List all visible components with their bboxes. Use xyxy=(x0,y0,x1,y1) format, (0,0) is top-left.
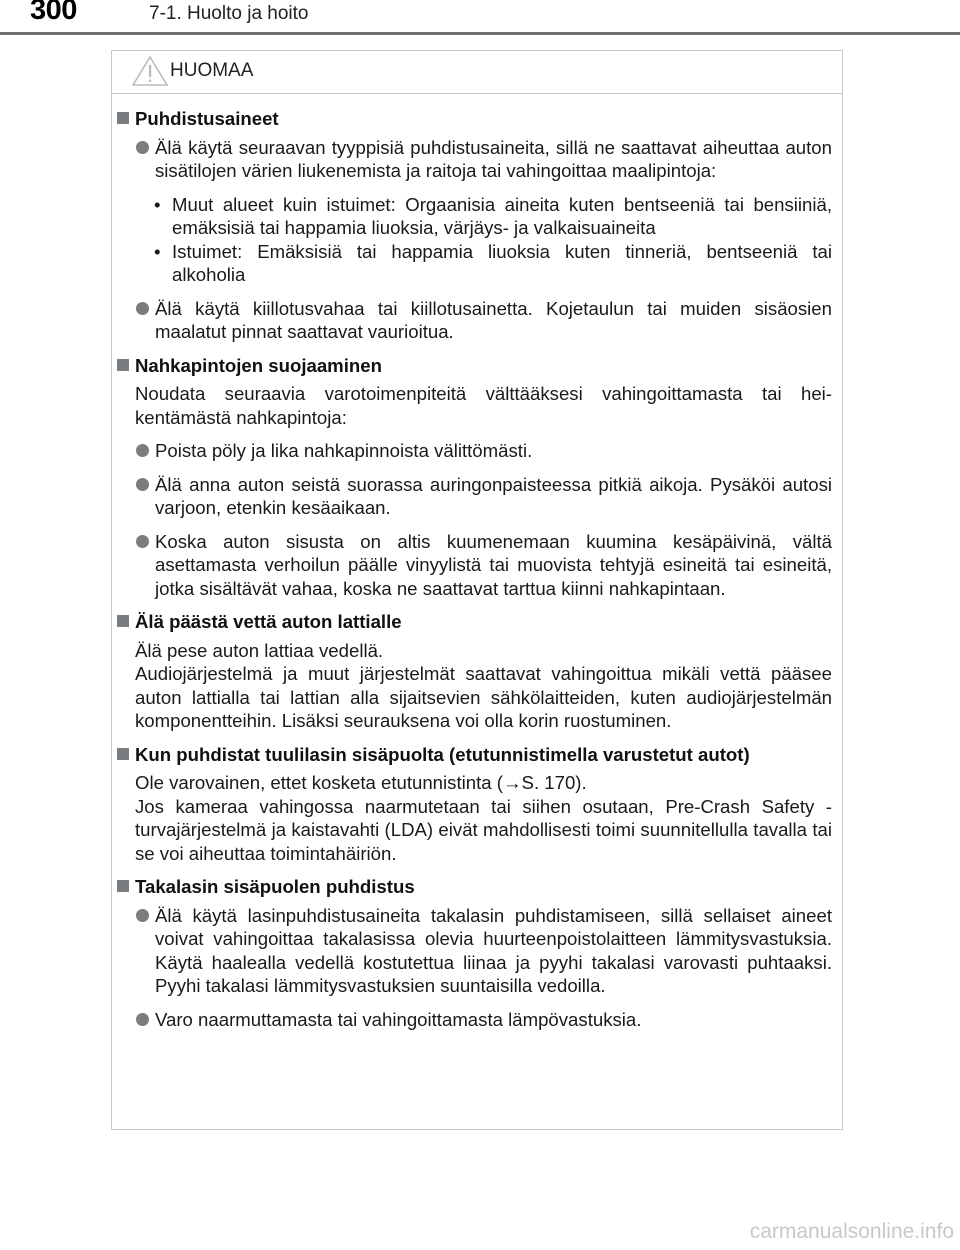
paragraph: Noudata seuraavia varotoimenpiteitä välttääksesi vahingoittamasta tai hei-kentämästä nahkapintoja: xyxy=(135,383,832,428)
watermark: carmanualsonline.info xyxy=(749,1220,954,1243)
notice-title: HUOMAA xyxy=(170,60,254,81)
section-heading: Kun puhdistat tuulilasin sisäpuolta (etutunnistimella varustetut autot) xyxy=(112,743,832,767)
square-bullet-icon xyxy=(117,112,129,124)
square-bullet-icon xyxy=(117,748,129,760)
paragraph: Ole varovainen, ettet kosketa etutunnistinta (→S. 170). xyxy=(135,772,587,793)
circle-bullet-icon xyxy=(136,444,149,457)
page-number: 300 xyxy=(30,0,77,26)
sub-list-item: • Muut alueet kuin istuimet: Orgaanisia aineita kuten bentseeniä tai bensiiniä, emäksisiä tai happamia liuoksia, värjäys- ja valkaisuaineita xyxy=(154,193,832,238)
square-bullet-icon xyxy=(117,359,129,371)
warning-icon xyxy=(130,54,170,88)
notice-box xyxy=(111,50,843,1130)
list-item: Älä käytä kiillotusvahaa tai kiillotusainetta. Kojetaulun tai muiden sisäosien maalatut pinnat saattavat vaurioitua. xyxy=(112,297,832,344)
notice-content xyxy=(112,94,842,1031)
sub-bullet-mark: • xyxy=(154,193,161,215)
list-item: Älä käytä lasinpuhdistusaineita takalasin puhdistamiseen, sillä sellaiset aineet voivat vahingoittaa takalasissa olevia huurteenpoistolaitteen lämmitysvastuksia. Käytä haalealla vedellä kostutettua liinaa ja pyyhi takalasi varovasti puhtaaksi. Pyyhi takalasi lämmitysvastuksien suuntaisilla vedoilla. xyxy=(112,904,832,998)
square-bullet-icon xyxy=(117,880,129,892)
notice-header xyxy=(112,51,842,94)
list-item: Älä anna auton seistä suorassa auringonpaisteessa pitkiä aikoja. Pysäköi autosi varjoon, etenkin kesäaikaan. xyxy=(112,473,832,520)
sub-bullet-mark: • xyxy=(154,240,161,262)
circle-bullet-icon xyxy=(136,302,149,315)
section-heading: Älä päästä vettä auton lattialle xyxy=(112,610,832,634)
circle-bullet-icon xyxy=(136,478,149,491)
paragraph: Jos kameraa vahingossa naarmutetaan tai siihen osutaan, Pre-Crash Safety -turvajärjestelmä ja kaistavahti (LDA) eivät mahdollisesti toimi suunnitellulla tavalla tai se voi aiheuttaa toimintahäiriön. xyxy=(135,795,832,864)
header-rule xyxy=(0,32,960,35)
square-bullet-icon xyxy=(117,615,129,627)
list-item: Koska auton sisusta on altis kuumenemaan kuumina kesäpäivinä, vältä asettamasta verhoilun päälle vinyylistä tai muovista tehtyjä esineitä tai esineitä, jotka sisältävät vahaa, koska ne saattavat tarttua kiinni nahkapintaan. xyxy=(112,530,832,601)
section-heading: Takalasin sisäpuolen puhdistus xyxy=(112,875,832,899)
section-heading: Puhdistusaineet xyxy=(112,107,832,131)
chapter-title: 7-1. Huolto ja hoito xyxy=(149,3,309,24)
paragraph: Audiojärjestelmä ja muut järjestelmät saattavat vahingoittua mikäli vettä pääsee auton lattialla tai lattian alla sijaitsevien sähkölaitteiden, kuten audiojärjestelmän komponentteihin. Lisäksi seurauksena voi olla korin ruostuminen. xyxy=(135,663,832,731)
list-item: Poista pöly ja lika nahkapinnoista välittömästi. xyxy=(112,439,832,463)
sub-list-item: • Istuimet: Emäksisiä tai happamia liuoksia kuten tinneriä, bentseeniä tai alkoholia xyxy=(154,240,832,285)
circle-bullet-icon xyxy=(136,1013,149,1026)
circle-bullet-icon xyxy=(136,141,149,154)
section-heading: Nahkapintojen suojaaminen xyxy=(112,354,832,378)
list-item: Varo naarmuttamasta tai vahingoittamasta lämpövastuksia. xyxy=(112,1008,832,1032)
list-item: Älä käytä seuraavan tyyppisiä puhdistusaineita, sillä ne saattavat aiheuttaa auton sisätilojen värien liukenemista ja raitoja tai vahingoittaa maalipintoja: xyxy=(112,136,832,183)
circle-bullet-icon xyxy=(136,909,149,922)
circle-bullet-icon xyxy=(136,535,149,548)
paragraph: Älä pese auton lattiaa vedellä. xyxy=(135,639,384,661)
